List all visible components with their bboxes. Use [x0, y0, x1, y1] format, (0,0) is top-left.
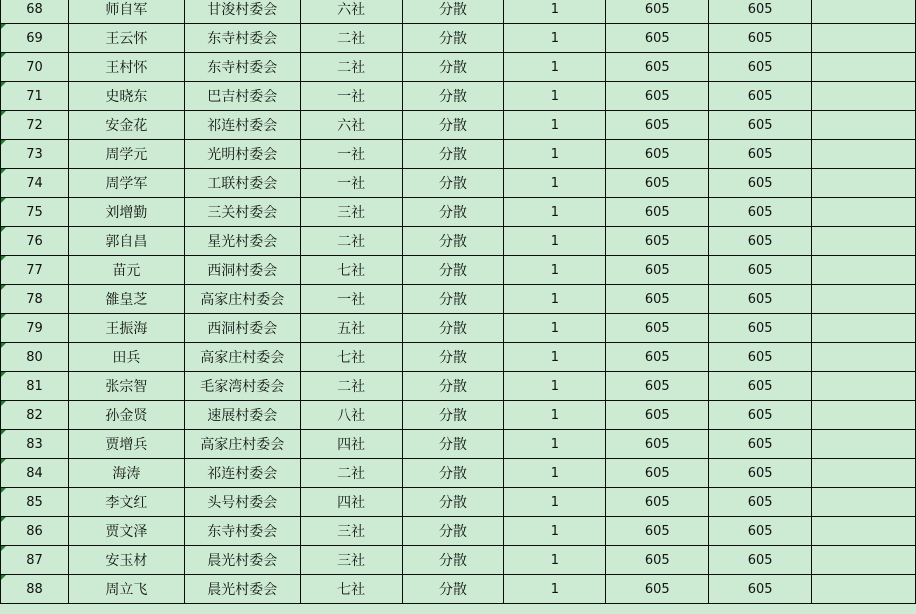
- empty-cell[interactable]: [812, 343, 916, 372]
- empty-cell[interactable]: [812, 401, 916, 430]
- name-cell[interactable]: 王振海: [68, 314, 184, 343]
- empty-cell[interactable]: [812, 459, 916, 488]
- support-type-cell[interactable]: 分散: [402, 53, 504, 82]
- standard-cell[interactable]: 605: [606, 372, 709, 401]
- group-cell[interactable]: 六社: [300, 0, 402, 24]
- village-cell[interactable]: 晨光村委会: [184, 575, 300, 604]
- empty-cell[interactable]: [812, 546, 916, 575]
- standard-cell[interactable]: 605: [606, 256, 709, 285]
- empty-cell[interactable]: [812, 0, 916, 24]
- group-cell[interactable]: 三社: [300, 546, 402, 575]
- row-number-cell[interactable]: 74: [1, 169, 69, 198]
- name-cell[interactable]: 安玉材: [68, 546, 184, 575]
- standard-cell[interactable]: 605: [606, 53, 709, 82]
- village-cell[interactable]: 高家庄村委会: [184, 285, 300, 314]
- table-row: [1, 111, 916, 140]
- empty-cell[interactable]: [812, 517, 916, 546]
- group-cell[interactable]: 二社: [300, 24, 402, 53]
- standard-cell[interactable]: 605: [606, 82, 709, 111]
- group-cell[interactable]: 六社: [300, 111, 402, 140]
- count-cell[interactable]: 1: [504, 517, 606, 546]
- row-number-cell[interactable]: 87: [1, 546, 69, 575]
- name-cell[interactable]: 孙金贤: [68, 401, 184, 430]
- count-cell[interactable]: 1: [504, 401, 606, 430]
- empty-cell[interactable]: [812, 24, 916, 53]
- count-cell[interactable]: 1: [504, 53, 606, 82]
- table-row: [1, 401, 916, 430]
- empty-cell[interactable]: [812, 140, 916, 169]
- amount-cell[interactable]: 605: [709, 546, 812, 575]
- row-number-cell[interactable]: 70: [1, 53, 69, 82]
- row-number-cell[interactable]: 80: [1, 343, 69, 372]
- standard-cell[interactable]: 605: [606, 401, 709, 430]
- amount-cell[interactable]: 605: [709, 140, 812, 169]
- empty-cell[interactable]: [812, 285, 916, 314]
- row-number-cell[interactable]: 79: [1, 314, 69, 343]
- support-type-cell[interactable]: 分散: [402, 285, 504, 314]
- amount-cell[interactable]: 605: [709, 82, 812, 111]
- support-type-cell[interactable]: 分散: [402, 24, 504, 53]
- group-cell[interactable]: 五社: [300, 314, 402, 343]
- standard-cell[interactable]: 605: [606, 575, 709, 604]
- amount-cell[interactable]: 605: [709, 0, 812, 24]
- sheet-bottom-edge: [0, 609, 916, 614]
- support-type-cell[interactable]: 分散: [402, 140, 504, 169]
- standard-cell[interactable]: 605: [606, 198, 709, 227]
- table-row: [1, 314, 916, 343]
- group-cell[interactable]: 二社: [300, 372, 402, 401]
- village-cell[interactable]: 三关村委会: [184, 198, 300, 227]
- name-cell[interactable]: 苗元: [68, 256, 184, 285]
- standard-cell[interactable]: 605: [606, 459, 709, 488]
- amount-cell[interactable]: 605: [709, 430, 812, 459]
- village-cell[interactable]: 工联村委会: [184, 169, 300, 198]
- row-number-cell[interactable]: 68: [1, 0, 69, 24]
- table-row: [1, 256, 916, 285]
- row-number-cell[interactable]: 72: [1, 111, 69, 140]
- empty-cell[interactable]: [812, 198, 916, 227]
- amount-cell[interactable]: 605: [709, 314, 812, 343]
- support-type-cell[interactable]: 分散: [402, 0, 504, 24]
- standard-cell[interactable]: 605: [606, 285, 709, 314]
- standard-cell[interactable]: 605: [606, 140, 709, 169]
- support-type-cell[interactable]: 分散: [402, 488, 504, 517]
- group-cell[interactable]: 四社: [300, 488, 402, 517]
- count-cell[interactable]: 1: [504, 227, 606, 256]
- count-cell[interactable]: 1: [504, 488, 606, 517]
- standard-cell[interactable]: 605: [606, 24, 709, 53]
- group-cell[interactable]: 七社: [300, 256, 402, 285]
- support-type-cell[interactable]: 分散: [402, 256, 504, 285]
- empty-cell[interactable]: [812, 430, 916, 459]
- group-cell[interactable]: 一社: [300, 82, 402, 111]
- count-cell[interactable]: 1: [504, 82, 606, 111]
- count-cell[interactable]: 1: [504, 0, 606, 24]
- table-row: [1, 169, 916, 198]
- village-cell[interactable]: 东寺村委会: [184, 53, 300, 82]
- standard-cell[interactable]: 605: [606, 111, 709, 140]
- count-cell[interactable]: 1: [504, 198, 606, 227]
- name-cell[interactable]: 史晓东: [68, 82, 184, 111]
- support-type-cell[interactable]: 分散: [402, 169, 504, 198]
- group-cell[interactable]: 二社: [300, 227, 402, 256]
- support-type-cell[interactable]: 分散: [402, 82, 504, 111]
- amount-cell[interactable]: 605: [709, 256, 812, 285]
- standard-cell[interactable]: 605: [606, 314, 709, 343]
- row-number-cell[interactable]: 69: [1, 24, 69, 53]
- village-cell[interactable]: 祁连村委会: [184, 111, 300, 140]
- village-cell[interactable]: 高家庄村委会: [184, 430, 300, 459]
- name-cell[interactable]: 田兵: [68, 343, 184, 372]
- name-cell[interactable]: 安金花: [68, 111, 184, 140]
- table-row: [1, 517, 916, 546]
- row-number-cell[interactable]: 84: [1, 459, 69, 488]
- support-type-cell[interactable]: 分散: [402, 459, 504, 488]
- village-cell[interactable]: 晨光村委会: [184, 546, 300, 575]
- row-number-cell[interactable]: 78: [1, 285, 69, 314]
- name-cell[interactable]: 李文红: [68, 488, 184, 517]
- table-row: [1, 24, 916, 53]
- row-number-cell[interactable]: 88: [1, 575, 69, 604]
- support-type-cell[interactable]: 分散: [402, 227, 504, 256]
- support-type-cell[interactable]: 分散: [402, 401, 504, 430]
- row-number-cell[interactable]: 85: [1, 488, 69, 517]
- amount-cell[interactable]: 605: [709, 343, 812, 372]
- standard-cell[interactable]: 605: [606, 343, 709, 372]
- amount-cell[interactable]: 605: [709, 488, 812, 517]
- empty-cell[interactable]: [812, 256, 916, 285]
- support-type-cell[interactable]: 分散: [402, 546, 504, 575]
- standard-cell[interactable]: 605: [606, 227, 709, 256]
- empty-cell[interactable]: [812, 488, 916, 517]
- table-row: [1, 285, 916, 314]
- count-cell[interactable]: 1: [504, 140, 606, 169]
- row-number-cell[interactable]: 73: [1, 140, 69, 169]
- standard-cell[interactable]: 605: [606, 488, 709, 517]
- group-cell[interactable]: 一社: [300, 285, 402, 314]
- support-type-cell[interactable]: 分散: [402, 372, 504, 401]
- empty-cell[interactable]: [812, 372, 916, 401]
- count-cell[interactable]: 1: [504, 169, 606, 198]
- standard-cell[interactable]: 605: [606, 546, 709, 575]
- village-cell[interactable]: 东寺村委会: [184, 24, 300, 53]
- support-type-cell[interactable]: 分散: [402, 517, 504, 546]
- count-cell[interactable]: 1: [504, 459, 606, 488]
- village-cell[interactable]: 毛家湾村委会: [184, 372, 300, 401]
- amount-cell[interactable]: 605: [709, 227, 812, 256]
- empty-cell[interactable]: [812, 169, 916, 198]
- name-cell[interactable]: 贾文泽: [68, 517, 184, 546]
- group-cell[interactable]: 三社: [300, 198, 402, 227]
- village-cell[interactable]: 光明村委会: [184, 140, 300, 169]
- group-cell[interactable]: 二社: [300, 459, 402, 488]
- name-cell[interactable]: 海涛: [68, 459, 184, 488]
- table-row: [1, 488, 916, 517]
- count-cell[interactable]: 1: [504, 430, 606, 459]
- village-cell[interactable]: 西洞村委会: [184, 256, 300, 285]
- support-type-cell[interactable]: 分散: [402, 198, 504, 227]
- village-cell[interactable]: 星光村委会: [184, 227, 300, 256]
- standard-cell[interactable]: 605: [606, 0, 709, 24]
- village-cell[interactable]: 祁连村委会: [184, 459, 300, 488]
- village-cell[interactable]: 西洞村委会: [184, 314, 300, 343]
- empty-cell[interactable]: [812, 82, 916, 111]
- amount-cell[interactable]: 605: [709, 169, 812, 198]
- village-cell[interactable]: 高家庄村委会: [184, 343, 300, 372]
- row-number-cell[interactable]: 75: [1, 198, 69, 227]
- row-number-cell[interactable]: 76: [1, 227, 69, 256]
- table-body: [1, 0, 916, 604]
- village-cell[interactable]: 东寺村委会: [184, 517, 300, 546]
- empty-cell[interactable]: [812, 111, 916, 140]
- standard-cell[interactable]: 605: [606, 169, 709, 198]
- table-row: [1, 459, 916, 488]
- village-cell[interactable]: 头号村委会: [184, 488, 300, 517]
- name-cell[interactable]: 贾增兵: [68, 430, 184, 459]
- empty-cell[interactable]: [812, 53, 916, 82]
- table-row: [1, 82, 916, 111]
- count-cell[interactable]: 1: [504, 111, 606, 140]
- amount-cell[interactable]: 605: [709, 285, 812, 314]
- row-number-cell[interactable]: 82: [1, 401, 69, 430]
- row-number-cell[interactable]: 71: [1, 82, 69, 111]
- count-cell[interactable]: 1: [504, 24, 606, 53]
- table-row: [1, 343, 916, 372]
- name-cell[interactable]: 张宗智: [68, 372, 184, 401]
- table-row: [1, 546, 916, 575]
- village-cell[interactable]: 速展村委会: [184, 401, 300, 430]
- name-cell[interactable]: 王村怀: [68, 53, 184, 82]
- support-type-cell[interactable]: 分散: [402, 111, 504, 140]
- row-number-cell[interactable]: 77: [1, 256, 69, 285]
- table-row: [1, 0, 916, 24]
- village-cell[interactable]: 甘浚村委会: [184, 0, 300, 24]
- group-cell[interactable]: 八社: [300, 401, 402, 430]
- count-cell[interactable]: 1: [504, 372, 606, 401]
- group-cell[interactable]: 七社: [300, 575, 402, 604]
- group-cell[interactable]: 二社: [300, 53, 402, 82]
- row-number-cell[interactable]: 81: [1, 372, 69, 401]
- name-cell[interactable]: 王云怀: [68, 24, 184, 53]
- amount-cell[interactable]: 605: [709, 517, 812, 546]
- empty-cell[interactable]: [812, 314, 916, 343]
- count-cell[interactable]: 1: [504, 343, 606, 372]
- name-cell[interactable]: 刘增勤: [68, 198, 184, 227]
- group-cell[interactable]: 一社: [300, 169, 402, 198]
- standard-cell[interactable]: 605: [606, 430, 709, 459]
- table-row: [1, 140, 916, 169]
- group-cell[interactable]: 七社: [300, 343, 402, 372]
- group-cell[interactable]: 一社: [300, 140, 402, 169]
- amount-cell[interactable]: 605: [709, 24, 812, 53]
- row-number-cell[interactable]: 83: [1, 430, 69, 459]
- standard-cell[interactable]: 605: [606, 517, 709, 546]
- count-cell[interactable]: 1: [504, 575, 606, 604]
- table-row: [1, 227, 916, 256]
- name-cell[interactable]: 师自军: [68, 0, 184, 24]
- row-number-cell[interactable]: 86: [1, 517, 69, 546]
- support-type-cell[interactable]: 分散: [402, 314, 504, 343]
- count-cell[interactable]: 1: [504, 314, 606, 343]
- group-cell[interactable]: 三社: [300, 517, 402, 546]
- village-cell[interactable]: 巴吉村委会: [184, 82, 300, 111]
- support-type-cell[interactable]: 分散: [402, 575, 504, 604]
- name-cell[interactable]: 周学元: [68, 140, 184, 169]
- name-cell[interactable]: 周学军: [68, 169, 184, 198]
- amount-cell[interactable]: 605: [709, 459, 812, 488]
- name-cell[interactable]: 郭自昌: [68, 227, 184, 256]
- empty-cell[interactable]: [812, 227, 916, 256]
- support-type-cell[interactable]: 分散: [402, 343, 504, 372]
- count-cell[interactable]: 1: [504, 546, 606, 575]
- name-cell[interactable]: 周立飞: [68, 575, 184, 604]
- amount-cell[interactable]: 605: [709, 111, 812, 140]
- table-row: [1, 372, 916, 401]
- table-row: [1, 53, 916, 82]
- amount-cell[interactable]: 605: [709, 53, 812, 82]
- table-row: [1, 575, 916, 604]
- table-row: [1, 198, 916, 227]
- support-type-cell[interactable]: 分散: [402, 430, 504, 459]
- table-row: [1, 430, 916, 459]
- amount-cell[interactable]: 605: [709, 401, 812, 430]
- count-cell[interactable]: 1: [504, 285, 606, 314]
- amount-cell[interactable]: 605: [709, 372, 812, 401]
- empty-cell[interactable]: [812, 575, 916, 604]
- amount-cell[interactable]: 605: [709, 575, 812, 604]
- amount-cell[interactable]: 605: [709, 198, 812, 227]
- count-cell[interactable]: 1: [504, 256, 606, 285]
- name-cell[interactable]: 雒皇芝: [68, 285, 184, 314]
- group-cell[interactable]: 四社: [300, 430, 402, 459]
